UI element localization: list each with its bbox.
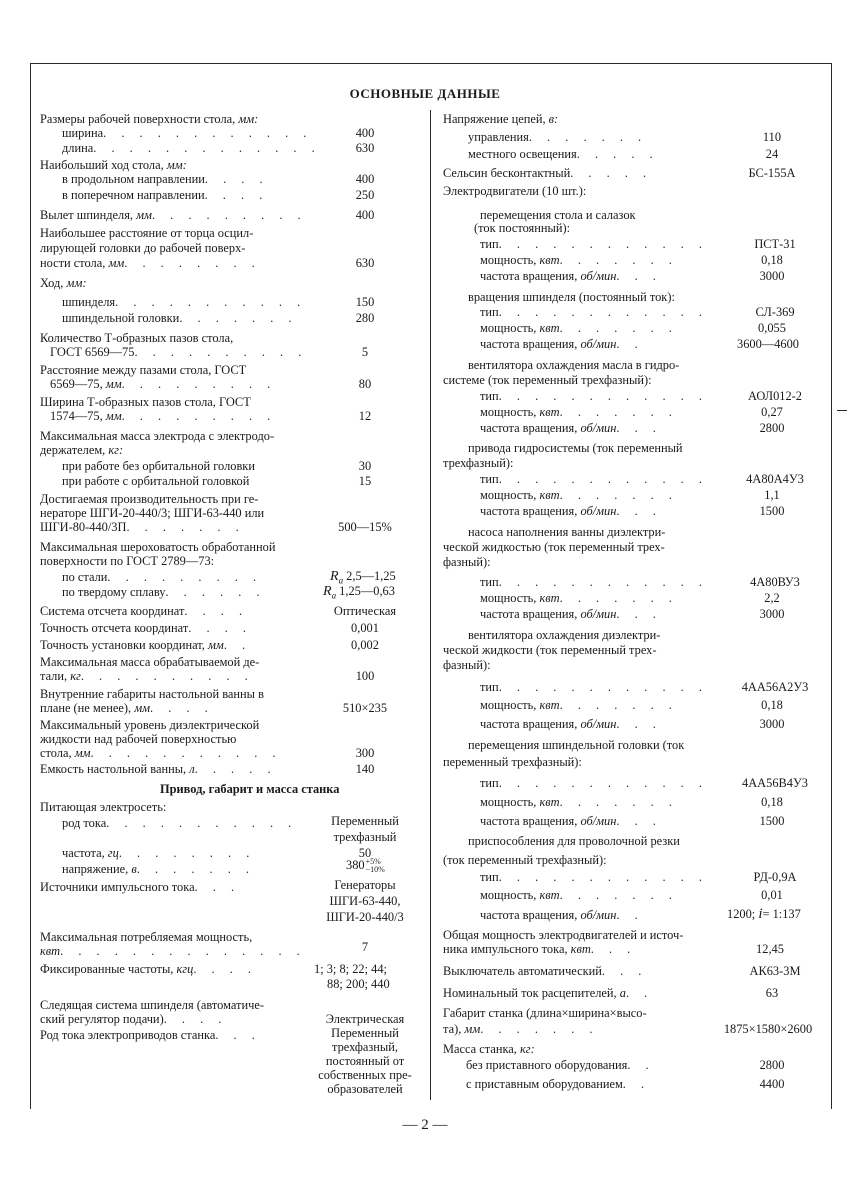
motor-6-title-1: вентилятора охлаждения диэлектри- — [468, 628, 661, 642]
value-with-orbital: 15 — [358, 474, 372, 488]
row-breaker: Выключатель автоматический . . . — [443, 964, 648, 978]
motor-7-title-1: перемещения шпиндельной головки (ток — [468, 738, 685, 752]
row-overhang: Вылет шпинделя, мм . . . . . . . . . — [40, 208, 307, 222]
value-servo: Электрическая — [325, 1012, 405, 1026]
motor-4-power-label: мощность, квт . . . . . . . — [480, 488, 678, 502]
row-steel: по стали . . . . . . . . . — [62, 570, 263, 584]
motor-1-speed-label: частота вращения, об/мин . . . — [480, 269, 662, 283]
motor-8-title-2: (ток переменный трехфазный): — [443, 853, 607, 867]
value-with-attachment: 4400 — [759, 1077, 785, 1091]
row-tslots-1: Количество Т-образных пазов стола, — [40, 331, 234, 345]
row-spindle-head: шпиндельной головки . . . . . . . — [62, 311, 298, 325]
row-level-2: жидкости над рабочей поверхностью — [40, 732, 237, 746]
row-mass-2: тали, кг . . . . . . . . . . — [40, 669, 254, 683]
row-stroke: Ход, мм: — [40, 276, 87, 290]
value-voltage: 380+5% −10% — [346, 857, 385, 875]
row-bath-2: плане (не менее), мм . . . . — [40, 701, 214, 715]
row-productivity-1: Достигаемая производительность при ге- — [40, 492, 259, 506]
value-current-type-2: трехфазный — [333, 830, 397, 844]
motor-1-speed: 3000 — [759, 269, 785, 283]
row-spindle: шпинделя . . . . . . . . . . . — [62, 295, 307, 309]
value-dimensions: 1875×1580×2600 — [723, 1022, 813, 1036]
motor-8-speed-label: частота вращения, об/мин . . — [480, 908, 644, 922]
motor-5-power: 2,2 — [764, 591, 780, 605]
motor-4-speed: 1500 — [759, 504, 785, 518]
row-coord-accuracy: Точность отсчета координат . . . . — [40, 621, 252, 635]
motor-5-speed-label: частота вращения, об/мин . . . — [480, 607, 662, 621]
row-distance-2: лирующей головки до рабочей поверх- — [40, 241, 246, 255]
value-control: 110 — [762, 130, 782, 144]
row-mass-1: Максимальная масса обрабатываемой де- — [40, 655, 260, 669]
value-distance: 630 — [355, 256, 375, 270]
motor-6-power-label: мощность, квт . . . . . . . — [480, 698, 678, 712]
motor-7-speed: 1500 — [759, 814, 785, 828]
column-divider — [430, 110, 431, 1100]
row-machine-mass: Масса станка, кг: — [443, 1042, 535, 1056]
row-productivity-2: нераторе ШГИ-20-440/3; ШГИ-63-440 или — [40, 506, 265, 520]
row-table-size: Размеры рабочей поверхности стола, мм: — [40, 112, 259, 126]
page-number: — 2 — — [402, 1117, 448, 1133]
motor-1-title-2: (ток постоянный): — [474, 221, 571, 235]
row-roughness-2: поверхности по ГОСТ 2789—73: — [40, 554, 215, 568]
value-width: 400 — [355, 126, 375, 140]
row-total-power-2: ника импульсного тока, квт . . . — [443, 942, 637, 956]
row-electrode-2: держателем, кг: — [40, 443, 124, 457]
motor-4-power: 1,1 — [764, 488, 780, 502]
motor-6-speed-label: частота вращения, об/мин . . . — [480, 717, 662, 731]
value-overhang: 400 — [355, 208, 375, 222]
motor-7-speed-label: частота вращения, об/мин . . . — [480, 814, 662, 828]
row-productivity-3: ШГИ-80-440/3П . . . . . . . — [40, 520, 245, 534]
motor-6-type-label: тип . . . . . . . . . . . . — [480, 680, 708, 694]
row-current-type: род тока . . . . . . . . . . . — [62, 816, 298, 830]
value-cross-dir: 250 — [355, 188, 375, 202]
row-hard-alloy: по твердому сплаву . . . . . . — [62, 585, 266, 599]
row-frequency: частота, гц . . . . . . . . — [62, 846, 256, 860]
value-hard-alloy: $R_a$ 1,25—0,63 — [323, 584, 395, 601]
value-max-power: 7 — [361, 940, 369, 954]
row-level-3: стола, мм . . . . . . . . . . . — [40, 746, 282, 760]
row-pulse-source: Источники импульсного тока . . . — [40, 880, 241, 894]
motor-4-title-1: привода гидросистемы (ток переменный — [468, 441, 683, 455]
row-capacity: Емкость настольной ванны, л . . . . . — [40, 762, 277, 776]
value-fixed-freq-1: 1; 3; 8; 22; 44; — [314, 962, 387, 976]
motor-2-type: СЛ-369 — [755, 305, 795, 319]
value-length: 630 — [355, 141, 375, 155]
row-nominal-current: Номинальный ток расцепителей, а . . — [443, 986, 654, 1000]
row-servo-2: ский регулятор подачи) . . . . — [40, 1012, 228, 1026]
value-selsyn: БС-155А — [748, 166, 796, 180]
value-pulse-source-3: ШГИ-20-440/3 — [326, 910, 404, 924]
motor-8-title-1: приспособления для проволочной резки — [468, 834, 680, 848]
row-travel: Наибольший ход стола, мм: — [40, 158, 187, 172]
value-spindle-head: 280 — [355, 311, 375, 325]
row-length: длина . . . . . . . . . . . . . — [62, 141, 321, 155]
row-set-accuracy: Точность установки координат, мм . . — [40, 638, 252, 652]
row-distance-1: Наибольшее расстояние от торца осцил- — [40, 226, 254, 240]
motor-5-power-label: мощность, квт . . . . . . . — [480, 591, 678, 605]
row-level-1: Максимальный уровень диэлектрической — [40, 718, 260, 732]
row-fixed-freq: Фиксированные частоты, кгц . . . . — [40, 962, 257, 976]
motor-1-power: 0,18 — [761, 253, 783, 267]
value-breaker: АК63-3М — [749, 964, 801, 978]
motor-6-power: 0,18 — [761, 698, 783, 712]
motor-5-type: 4А80ВУ3 — [750, 575, 800, 589]
motor-2-title: вращения шпинделя (постоянный ток): — [468, 290, 675, 304]
motor-1-title-1: перемещения стола и салазок — [480, 208, 636, 222]
row-motors: Электродвигатели (10 шт.): — [443, 184, 587, 198]
motor-5-title-1: насоса наполнения ванны диэлектри- — [468, 525, 666, 539]
motor-3-title-2: системе (ток переменный трехфазный): — [443, 373, 652, 387]
row-long-dir: в продольном направлении . . . . — [62, 172, 269, 186]
value-tslots: 5 — [361, 345, 369, 359]
value-without-orbital: 30 — [358, 459, 372, 473]
motor-7-power-label: мощность, квт . . . . . . . — [480, 795, 678, 809]
row-roughness-1: Максимальная шероховатость обработанной — [40, 540, 276, 554]
motor-5-speed: 3000 — [759, 607, 785, 621]
row-local-light: местного освещения . . . . . — [468, 147, 659, 161]
value-productivity: 500—15% — [338, 520, 392, 534]
motor-8-type-label: тип . . . . . . . . . . . . — [480, 870, 708, 884]
value-spindle: 150 — [355, 295, 375, 309]
motor-1-type: ПСТ-31 — [754, 237, 796, 251]
row-slot-width-1: Ширина Т-образных пазов стола, ГОСТ — [40, 395, 251, 409]
row-max-power-1: Максимальная потребляемая мощность, — [40, 930, 253, 944]
row-width: ширина . . . . . . . . . . . . — [62, 126, 313, 140]
row-max-power-2: квт . . . . . . . . . . . . . . — [40, 944, 306, 958]
row-servo-1: Следящая система шпинделя (автоматиче- — [40, 998, 264, 1012]
row-coord-system: Система отсчета координат . . . . — [40, 604, 249, 618]
motor-8-power: 0,01 — [761, 888, 783, 902]
motor-6-type: 4АА56А2У3 — [741, 680, 809, 694]
row-selsyn: Сельсин бесконтактный . . . . . — [443, 166, 653, 180]
motor-3-type: АОЛ012-2 — [748, 389, 802, 403]
motor-5-title-3: фазный): — [443, 555, 491, 569]
motor-3-power-label: мощность, квт . . . . . . . — [480, 405, 678, 419]
row-with-orbital: при работе с орбитальной головкой — [62, 474, 250, 488]
motor-1-power-label: мощность, квт . . . . . . . — [480, 253, 678, 267]
row-supply: Питающая электросеть: — [40, 800, 167, 814]
value-mass: 100 — [355, 669, 375, 683]
row-distance-3: ности стола, мм . . . . . . . . — [40, 256, 261, 270]
row-bath-1: Внутренние габариты настольной ванны в — [40, 687, 264, 701]
value-pulse-source-2: ШГИ-63-440, — [329, 894, 401, 908]
motor-2-power: 0,055 — [758, 321, 786, 335]
motor-7-power: 0,18 — [761, 795, 783, 809]
value-slot-dist: 80 — [358, 377, 372, 391]
motor-4-type-label: тип . . . . . . . . . . . . — [480, 472, 708, 486]
value-drive-type-3: постоянный от — [325, 1054, 405, 1068]
value-total-power: 12,45 — [756, 942, 784, 956]
motor-8-power-label: мощность, квт . . . . . . . — [480, 888, 678, 902]
row-cross-dir: в поперечном направлении . . . . — [62, 188, 269, 202]
row-with-attachment: с приставным оборудованием . . — [466, 1077, 651, 1091]
value-nominal-current: 63 — [765, 986, 779, 1000]
value-long-dir: 400 — [355, 172, 375, 186]
row-electrode-1: Максимальная масса электрода с электродо- — [40, 429, 275, 443]
value-local-light: 24 — [765, 147, 779, 161]
motor-4-title-2: трехфазный): — [443, 456, 514, 470]
value-set-accuracy: 0,002 — [351, 638, 379, 652]
motor-3-speed: 2800 — [759, 421, 785, 435]
value-no-attachment: 2800 — [759, 1058, 785, 1072]
motor-8-speed: 1200; i= 1:137 — [727, 906, 801, 922]
motor-6-speed: 3000 — [759, 717, 785, 731]
motor-4-speed-label: частота вращения, об/мин . . . — [480, 504, 662, 518]
row-tslots-2: ГОСТ 6569—75 . . . . . . . . . . — [50, 345, 308, 359]
motor-2-type-label: тип . . . . . . . . . . . . — [480, 305, 708, 319]
motor-5-type-label: тип . . . . . . . . . . . . — [480, 575, 708, 589]
motor-8-type: РД-0,9А — [753, 870, 797, 884]
row-without-orbital: при работе без орбитальной головки — [62, 459, 255, 473]
margin-mark — [837, 410, 847, 411]
value-fixed-freq-2: 88; 200; 440 — [327, 977, 390, 991]
motor-3-type-label: тип . . . . . . . . . . . . — [480, 389, 708, 403]
row-no-attachment: без приставного оборудования . . — [466, 1058, 655, 1072]
value-drive-type-2: трехфазный, — [332, 1040, 398, 1054]
value-bath: 510×235 — [342, 701, 388, 715]
motor-5-title-2: ческой жидкостью (ток переменный трех- — [443, 540, 665, 554]
row-dimensions-1: Габарит станка (длина×ширина×высо- — [443, 1006, 647, 1020]
page-title: ОСНОВНЫЕ ДАННЫЕ — [349, 86, 501, 101]
value-slot-width: 12 — [358, 409, 372, 423]
row-total-power-1: Общая мощность электродвигателей и источ- — [443, 928, 684, 942]
motor-3-speed-label: частота вращения, об/мин . . . — [480, 421, 662, 435]
row-slot-dist-2: 6569—75, мм . . . . . . . . . — [50, 377, 277, 391]
row-slot-dist-1: Расстояние между пазами стола, ГОСТ — [40, 363, 247, 377]
value-frequency: 50 — [358, 846, 372, 860]
motor-2-speed: 3600—4600 — [737, 337, 799, 351]
motor-3-title-1: вентилятора охлаждения масла в гидро- — [468, 358, 680, 372]
row-voltage: напряжение, в . . . . . . . — [62, 862, 256, 876]
motor-6-title-2: ческой жидкости (ток переменный трех- — [443, 643, 657, 657]
motor-4-type: 4А80А4У3 — [746, 472, 804, 486]
value-level: 300 — [355, 746, 375, 760]
motor-7-type-label: тип . . . . . . . . . . . . — [480, 776, 708, 790]
value-current-type-1: Переменный — [331, 814, 399, 828]
value-coord-accuracy: 0,001 — [351, 621, 379, 635]
value-drive-type-1: Переменный — [331, 1026, 399, 1040]
value-pulse-source-1: Генераторы — [334, 878, 396, 892]
motor-3-power: 0,27 — [761, 405, 783, 419]
value-drive-type-4: собственных пре- — [318, 1068, 412, 1082]
row-drive-type: Род тока электроприводов станка . . . — [40, 1028, 261, 1042]
value-drive-type-5: образователей — [327, 1082, 403, 1096]
motor-2-speed-label: частота вращения, об/мин . . — [480, 337, 644, 351]
motor-1-type-label: тип . . . . . . . . . . . . — [480, 237, 708, 251]
motor-7-title-2: переменный трехфазный): — [443, 755, 582, 769]
row-voltage-circuits: Напряжение цепей, в: — [443, 112, 559, 126]
value-capacity: 140 — [355, 762, 375, 776]
value-steel: $R_a$ 2,5—1,25 — [330, 569, 396, 586]
motor-6-title-3: фазный): — [443, 658, 491, 672]
row-dimensions-2: та), мм . . . . . . . — [443, 1022, 599, 1036]
row-control: управления . . . . . . . — [468, 130, 648, 144]
motor-2-power-label: мощность, квт . . . . . . . — [480, 321, 678, 335]
section-heading-drive: Привод, габарит и масса станка — [160, 782, 340, 796]
value-coord-system: Оптическая — [333, 604, 397, 618]
motor-7-type: 4АА56В4У3 — [742, 776, 808, 790]
row-slot-width-2: 1574—75, мм . . . . . . . . . — [50, 409, 277, 423]
